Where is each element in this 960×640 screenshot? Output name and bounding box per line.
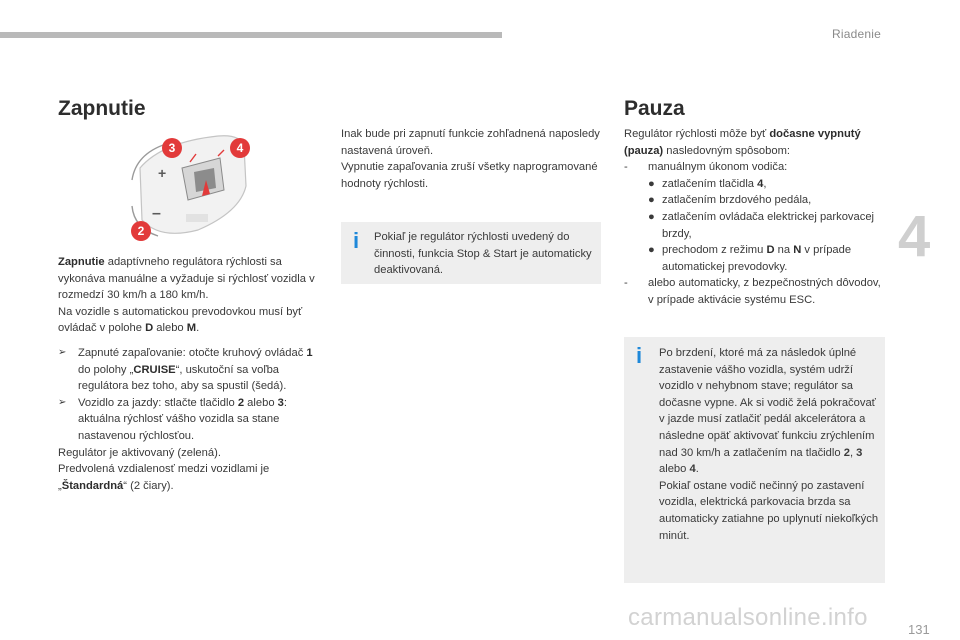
list-item: ➢ Zapnuté zapaľovanie: otočte kruhový ovládač 1 do polohy „CRUISE“, uskutoční sa voľba regulátora bez toho, aby sa spustil (šedá). <box>58 346 313 393</box>
section-label: Riadenie <box>832 27 881 41</box>
distance-note: Predvolená vzdialenosť medzi vozidlami je „Štandardná“ (2 čiary). <box>58 463 270 492</box>
page-number: 131 <box>908 622 930 637</box>
callout-3: 3 <box>162 138 182 158</box>
watermark: carmanualsonline.info <box>628 604 868 631</box>
list-item: ➢ Vozidlo za jazdy: stlačte tlačidlo 2 alebo 3: aktuálna rýchlosť vášho vozidla sa stane nastavenou rýchlosťou. <box>58 396 287 442</box>
svg-text:+: + <box>158 165 167 181</box>
list-item: ● zatlačením ovládača elektrickej parkovacej brzdy, <box>648 210 875 240</box>
arrow-bullet-icon: ➢ <box>58 346 67 358</box>
list-item: ● zatlačením brzdového pedála, <box>648 194 812 207</box>
left-column-text <box>58 254 320 494</box>
list-item: - alebo automaticky, z bezpečnostných dôvodov, v prípade aktivácie systému ESC. <box>624 277 881 306</box>
list-item: ● zatlačením tlačidla 4, <box>648 177 767 190</box>
heading-zapnutie: Zapnutie <box>58 97 146 120</box>
list-item: ● prechodom z režimu D na N v prípade automatickej prevodovky. <box>648 244 852 273</box>
last-level-note: Inak bude pri zapnutí funkcie zohľadnená naposledy nastavená úroveň. <box>341 128 600 157</box>
chapter-number: 4 <box>898 204 931 269</box>
info-box-brake-stop <box>624 337 885 583</box>
heading-pauza: Pauza <box>624 97 685 120</box>
callout-2: 2 <box>131 221 151 241</box>
list-item: - manuálnym úkonom vodiča: <box>624 161 788 174</box>
right-column-text <box>624 126 886 309</box>
info-icon: i <box>636 343 643 368</box>
middle-column-text <box>341 126 601 192</box>
pause-intro: Regulátor rýchlosti môže byť dočasne vypnutý (pauza) nasledovným spôsobom: <box>624 128 861 157</box>
header-bar <box>0 32 502 38</box>
ignition-off-note: Vypnutie zapaľovania zruší všetky naprogramované hodnoty rýchlosti. <box>341 161 598 190</box>
info-icon: i <box>353 228 360 253</box>
activated-note: Regulátor je aktivovaný (zelená). <box>58 446 221 459</box>
intro-paragraph: Zapnutie adaptívneho regulátora rýchlosti sa vykonáva manuálne a vyžaduje si rýchlosť vozidla v rozmedzí 30 km/h a 180 km/h. <box>58 256 315 302</box>
info-box-stop-start <box>341 222 601 284</box>
info-text: Pokiaľ je regulátor rýchlosti uvedený do činnosti, funkcia Stop & Start je automaticky deaktivovaná. <box>374 231 592 277</box>
auto-gearbox-note: Na vozidle s automatickou prevodovkou musí byť ovládač v polohe D alebo M. <box>58 305 303 335</box>
arrow-bullet-icon: ➢ <box>58 396 67 408</box>
info-text: Po brzdení, ktoré má za následok úplné zastavenie vášho vozidla, systém udrží vozidlo v nehybnom stave; regulátor sa dočasne vypne. Ak si vodič želá pokračovať v jazde musí zatlačiť pedál akcelerátora a následne opäť aktivovať funkciu zrýchlením nad 30 km/h a zatlačením na tlačidlo 2, 3 alebo 4. Pokiaľ ostane vodič nečinný po zastavení vozidla, elektrická parkovacia brzda sa automaticky zatiahne po uplynutí niekoľkých minút. <box>659 347 879 542</box>
callout-4: 4 <box>230 138 250 158</box>
svg-text:–: – <box>152 205 161 222</box>
